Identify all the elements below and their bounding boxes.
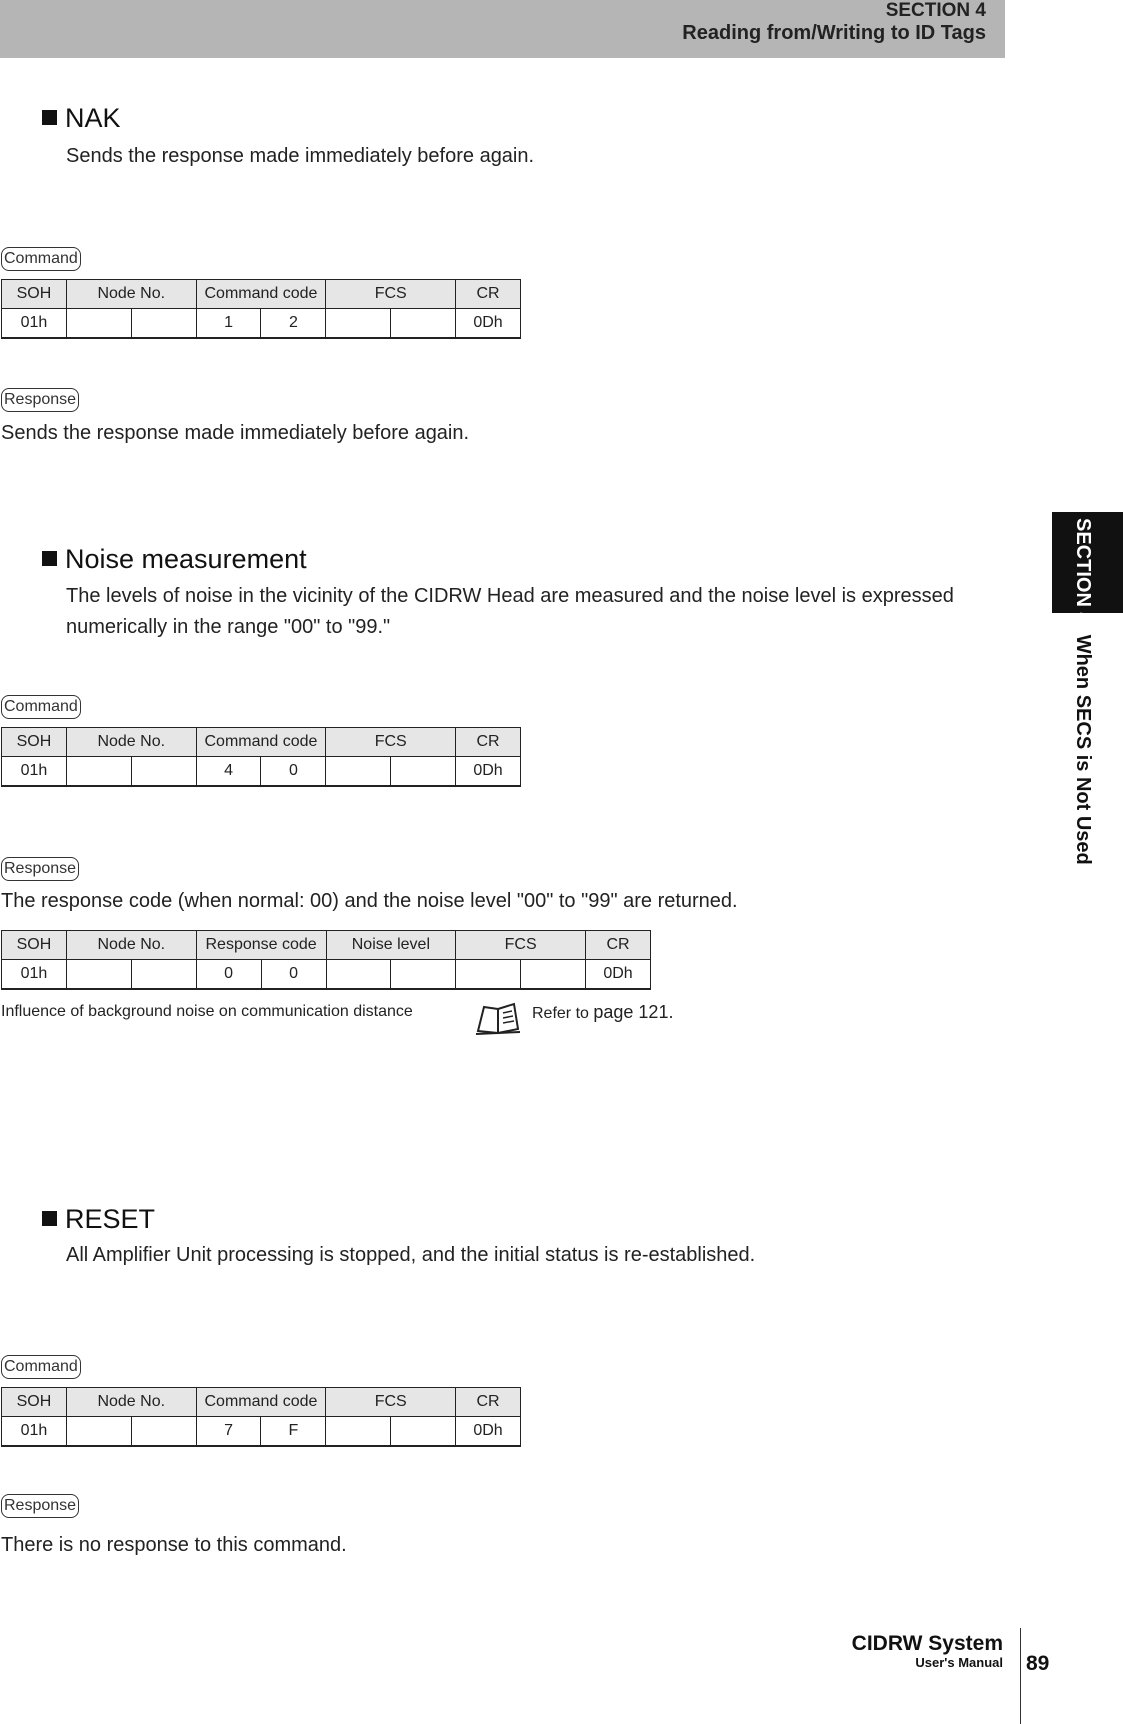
book-icon (474, 1001, 522, 1035)
table-cell (391, 1417, 456, 1447)
table-header: Node No. (66, 728, 196, 757)
table-cell: 0Dh (456, 757, 521, 787)
table-cell (326, 960, 391, 990)
table-cell: 01h (2, 309, 67, 339)
response-label: Response (1, 857, 79, 881)
table-cell (521, 960, 586, 990)
nak-heading: NAK (42, 103, 121, 134)
table-header: Node No. (66, 280, 196, 309)
command-label: Command (1, 247, 81, 271)
footer-system: CIDRW System (851, 1632, 1003, 1655)
reset-command-table (1, 1387, 521, 1447)
response-label: Response (1, 388, 79, 412)
header-section: SECTION 4 (885, 0, 986, 21)
table-cell: 01h (2, 1417, 67, 1447)
response-label: Response (1, 1494, 79, 1518)
noise-heading: Noise measurement (42, 544, 307, 575)
table-header: CR (456, 1388, 521, 1417)
footer-manual: User's Manual (915, 1655, 1003, 1670)
table-cell (66, 1417, 131, 1447)
table-header: FCS (326, 1388, 456, 1417)
table-header: CR (456, 280, 521, 309)
table-cell (66, 309, 131, 339)
bullet-square-icon (42, 551, 57, 566)
table-header: Command code (196, 728, 326, 757)
table-cell (66, 960, 131, 990)
table-header: SOH (2, 280, 67, 309)
noise-response-table (1, 930, 651, 990)
table-cell: 4 (196, 757, 261, 787)
table-header: FCS (456, 931, 586, 960)
noise-response-text: The response code (when normal: 00) and the noise level "00" to "99" are returned. (1, 890, 738, 912)
table-cell (326, 309, 391, 339)
table-header: Command code (196, 280, 326, 309)
table-cell: 0 (196, 960, 261, 990)
table-cell (131, 309, 196, 339)
table-header: SOH (2, 728, 67, 757)
table-cell (391, 960, 456, 990)
side-tab (1071, 518, 1094, 865)
reset-heading: RESET (42, 1204, 155, 1235)
refer-page-link[interactable]: page 121. (593, 1002, 674, 1022)
table-cell (131, 960, 196, 990)
table-cell (326, 757, 391, 787)
noise-command-table (1, 727, 521, 787)
table-header: FCS (326, 728, 456, 757)
table-header: SOH (2, 1388, 67, 1417)
table-cell (391, 757, 456, 787)
table-cell: 0Dh (456, 309, 521, 339)
table-cell: 0 (261, 960, 326, 990)
command-label: Command (1, 695, 81, 719)
nak-response-text: Sends the response made immediately before again. (1, 422, 470, 444)
table-header: Noise level (326, 931, 456, 960)
table-header: Response code (196, 931, 326, 960)
table-cell (456, 960, 521, 990)
noise-reference (532, 1002, 673, 1023)
refer-prefix: Refer to (532, 1005, 589, 1022)
reset-response-text: There is no response to this command. (1, 1534, 347, 1556)
table-header: CR (456, 728, 521, 757)
side-tab-section: SECTION 4 (1072, 518, 1094, 624)
reset-description: All Amplifier Unit processing is stopped, and the initial status is re-established. (66, 1244, 756, 1266)
table-cell (131, 757, 196, 787)
table-header: CR (586, 931, 651, 960)
table-cell: 0Dh (586, 960, 651, 990)
table-cell: 1 (196, 309, 261, 339)
footer-divider (1020, 1628, 1021, 1724)
bullet-square-icon (42, 110, 57, 125)
table-header: Node No. (66, 1388, 196, 1417)
table-cell: 2 (261, 309, 326, 339)
table-header: Node No. (66, 931, 196, 960)
table-header: Command code (196, 1388, 326, 1417)
nak-description: Sends the response made immediately before again. (66, 145, 535, 167)
table-header: FCS (326, 280, 456, 309)
table-cell (326, 1417, 391, 1447)
bullet-square-icon (42, 1211, 57, 1226)
table-cell: 7 (196, 1417, 261, 1447)
table-cell: F (261, 1417, 326, 1447)
noise-description: The levels of noise in the vicinity of the CIDRW Head are measured and the noise level is expressed numerically in the range "00" to "99." (66, 585, 954, 638)
table-cell: 0 (261, 757, 326, 787)
table-cell: 0Dh (456, 1417, 521, 1447)
table-cell (391, 309, 456, 339)
table-cell: 01h (2, 960, 67, 990)
command-label: Command (1, 1355, 81, 1379)
header-title: Reading from/Writing to ID Tags (682, 22, 986, 44)
noise-note: Influence of background noise on communication distance (1, 1003, 413, 1020)
nak-command-table (1, 279, 521, 339)
page-number: 89 (1026, 1652, 1050, 1675)
table-cell: 01h (2, 757, 67, 787)
side-tab-label: When SECS is Not Used (1072, 634, 1094, 865)
table-cell (131, 1417, 196, 1447)
table-header: SOH (2, 931, 67, 960)
table-cell (66, 757, 131, 787)
